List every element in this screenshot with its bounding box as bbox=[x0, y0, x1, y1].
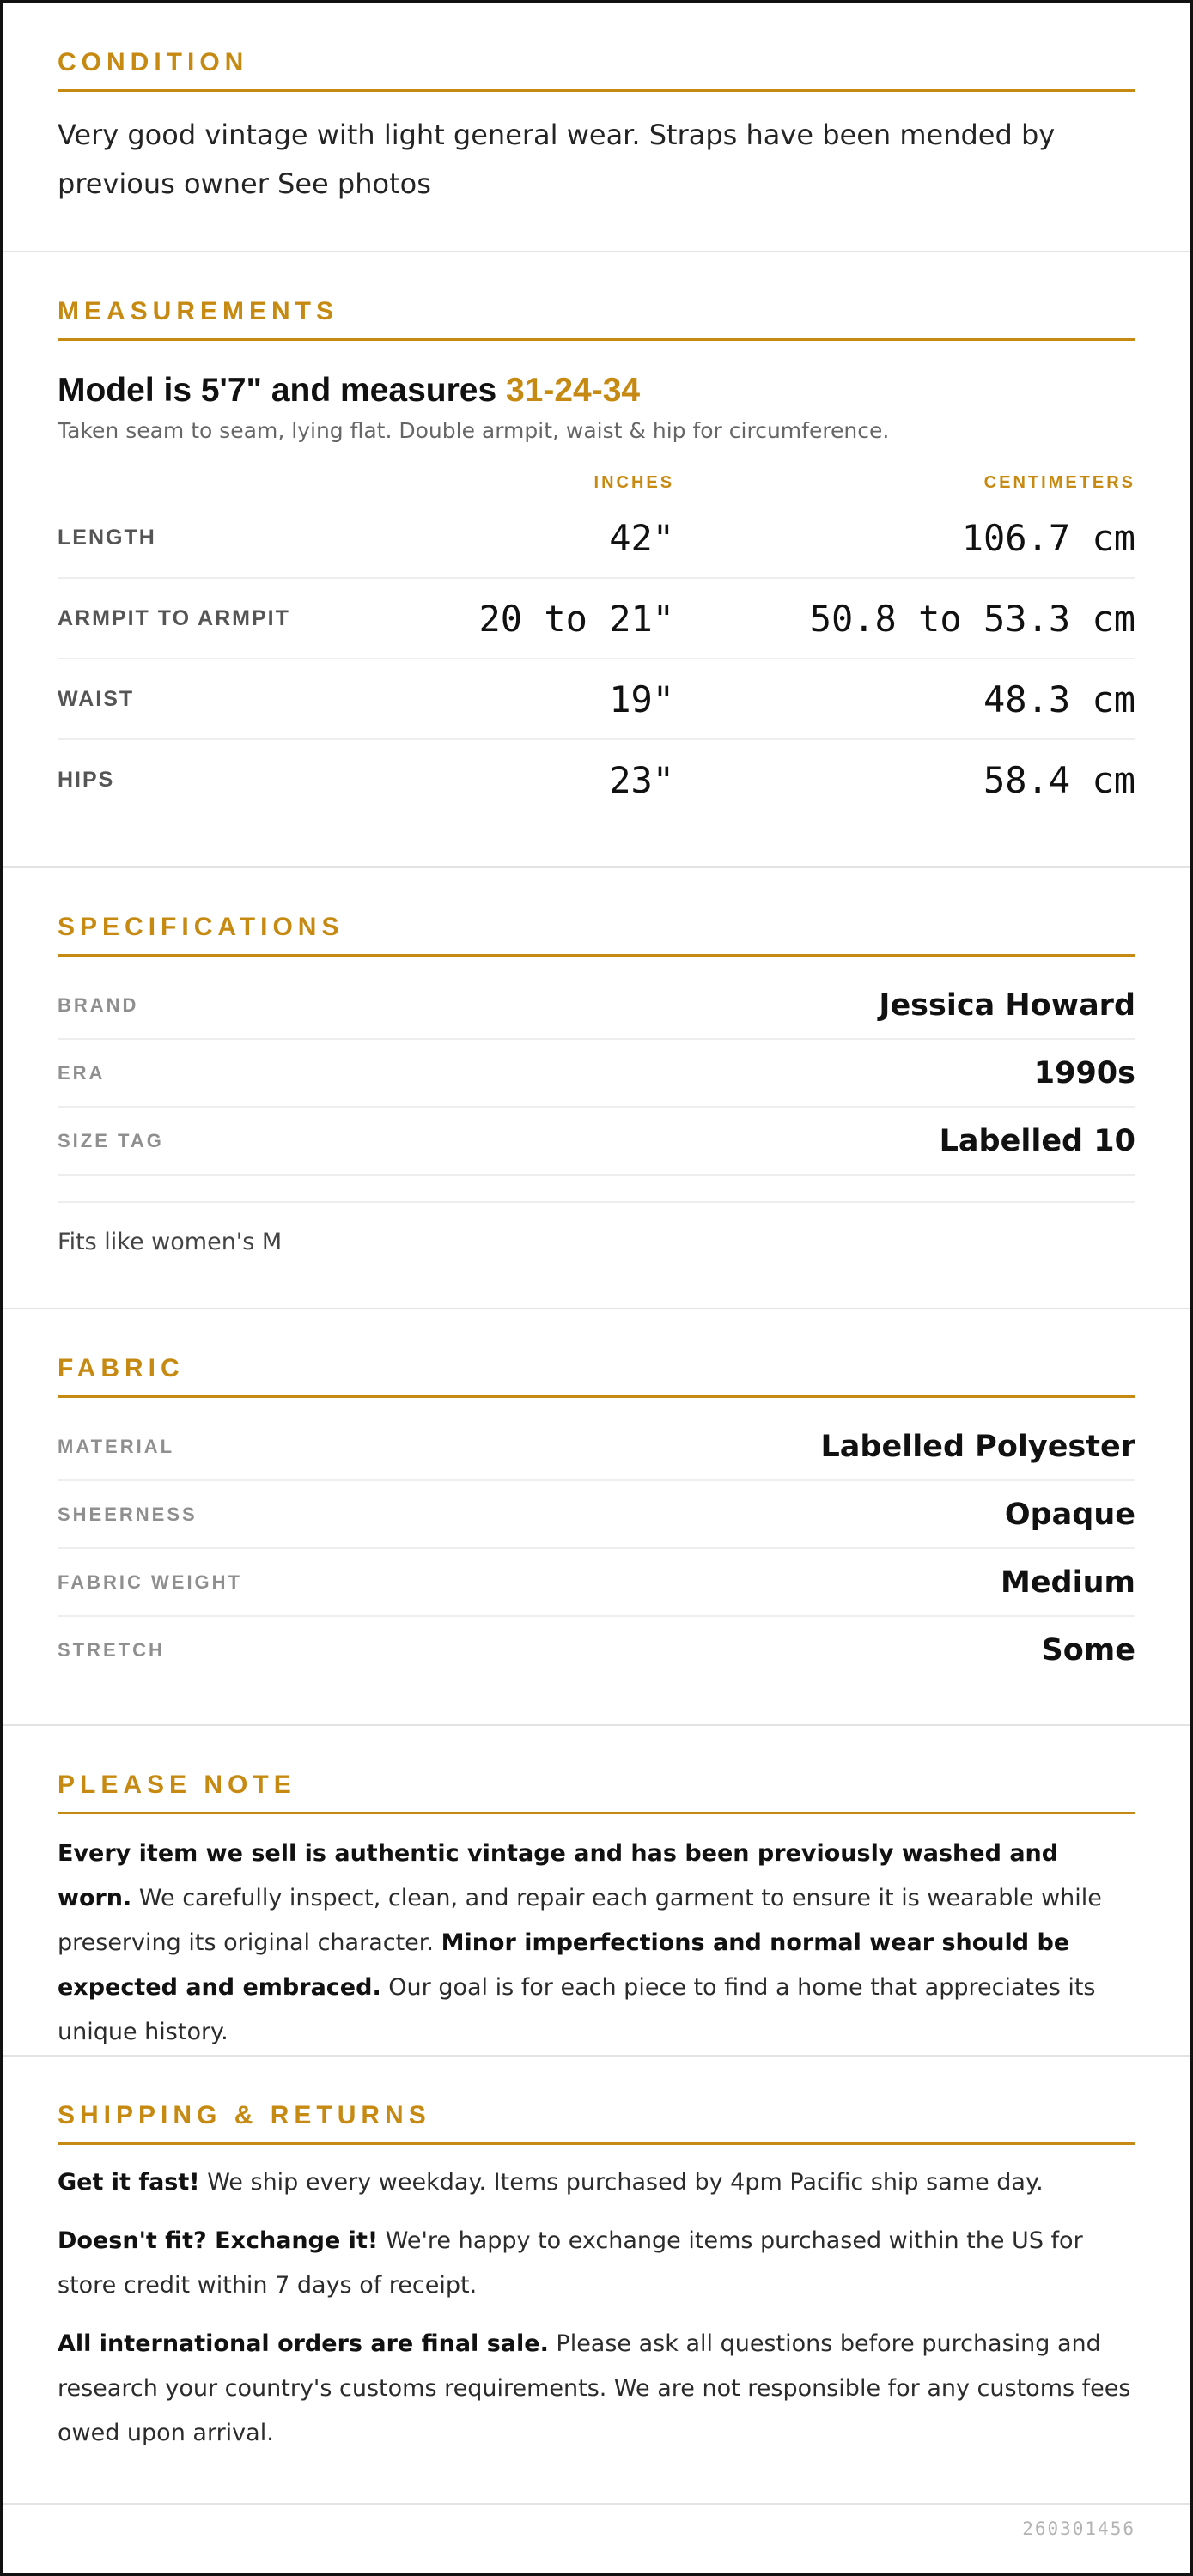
measurements-section bbox=[3, 252, 1190, 868]
measurement-note: Taken seam to seam, lying flat. Double armpit, waist & hip for circumference. bbox=[58, 418, 890, 443]
spec-row-brand bbox=[58, 972, 1135, 1040]
fabric-title: FABRIC bbox=[58, 1354, 1135, 1398]
row-label: WAIST bbox=[58, 686, 135, 711]
fabric-list bbox=[58, 1413, 1135, 1683]
fabric-value: Medium bbox=[1000, 1564, 1135, 1600]
shipping-bold-2: Doesn't fit? Exchange it! bbox=[58, 2227, 379, 2254]
spec-row-era bbox=[58, 1040, 1135, 1108]
shipping-text-1: We ship every weekday. Items purchased by 4pm Pacific ship same day. bbox=[199, 2169, 1044, 2196]
product-code: 260301456 bbox=[1022, 2518, 1135, 2539]
spec-label: SIZE TAG bbox=[58, 1129, 164, 1151]
condition-title: CONDITION bbox=[58, 48, 1135, 92]
row-inches: 42" bbox=[609, 516, 675, 559]
fit-note: Fits like women's M bbox=[58, 1229, 283, 1255]
measurements-title: MEASUREMENTS bbox=[58, 297, 1135, 341]
please-note-text bbox=[58, 1832, 1135, 2055]
model-text: Model is 5'7" and measures bbox=[58, 372, 506, 409]
fabric-value: Labelled Polyester bbox=[820, 1429, 1135, 1464]
spec-value: Jessica Howard bbox=[879, 987, 1135, 1023]
row-label: ARMPIT TO ARMPIT bbox=[58, 605, 290, 630]
condition-text: Very good vintage with light general wear. Straps have been mended by previous owner See photos bbox=[58, 118, 1056, 200]
row-label: LENGTH bbox=[58, 525, 156, 550]
row-inches: 20 to 21" bbox=[478, 597, 675, 640]
spec-label: ERA bbox=[58, 1061, 106, 1084]
specifications-section bbox=[3, 868, 1190, 1309]
fabric-section bbox=[3, 1309, 1190, 1726]
table-row bbox=[58, 659, 1135, 740]
row-cm: 50.8 to 53.3 cm bbox=[809, 597, 1135, 640]
condition-section bbox=[3, 3, 1190, 252]
shipping-text-2: We're happy to exchange items purchased within the US for store credit within 7 days of receipt. bbox=[58, 2227, 1083, 2299]
fabric-row-sheerness bbox=[58, 1481, 1135, 1549]
shipping-bold-3: All international orders are final sale. bbox=[58, 2330, 549, 2357]
spec-value: 1990s bbox=[1033, 1055, 1135, 1091]
fabric-label: MATERIAL bbox=[58, 1435, 175, 1457]
shipping-paragraph-2 bbox=[58, 2219, 1135, 2308]
row-inches: 23" bbox=[609, 758, 675, 801]
shipping-paragraph-1 bbox=[58, 2160, 1135, 2205]
model-numbers: 31-24-34 bbox=[505, 372, 641, 409]
measurements-table bbox=[58, 467, 1135, 819]
fabric-row-weight bbox=[58, 1549, 1135, 1617]
fabric-label: STRETCH bbox=[58, 1638, 165, 1661]
footer bbox=[3, 2505, 1190, 2565]
note-bold-2: Minor imperfections and normal wear should be expected and embraced. bbox=[58, 1929, 1070, 2001]
row-cm: 106.7 cm bbox=[961, 516, 1135, 559]
col-centimeters: CENTIMETERS bbox=[983, 472, 1135, 492]
table-row bbox=[58, 579, 1135, 659]
note-text-1: We carefully inspect, clean, and repair each garment to ensure it is wearable while preserving its original character. bbox=[58, 1885, 1102, 1956]
row-inches: 19" bbox=[609, 677, 675, 720]
spec-row-size-tag bbox=[58, 1108, 1135, 1176]
fabric-row-material bbox=[58, 1413, 1135, 1481]
please-note-title: PLEASE NOTE bbox=[58, 1771, 1135, 1814]
specifications-title: SPECIFICATIONS bbox=[58, 913, 1135, 957]
please-note-section bbox=[3, 1726, 1190, 2057]
fabric-value: Some bbox=[1041, 1632, 1135, 1668]
measurements-header bbox=[58, 467, 1135, 498]
shipping-title: SHIPPING & RETURNS bbox=[58, 2101, 1135, 2145]
row-cm: 48.3 cm bbox=[983, 677, 1135, 720]
shipping-paragraph-3 bbox=[58, 2322, 1135, 2456]
shipping-bold-1: Get it fast! bbox=[58, 2169, 200, 2196]
model-measurements bbox=[58, 372, 1135, 410]
note-bold-1: Every item we sell is authentic vintage and has been previously washed and worn. bbox=[58, 1840, 1059, 1911]
fabric-row-stretch bbox=[58, 1617, 1135, 1683]
fabric-label: FABRIC WEIGHT bbox=[58, 1571, 242, 1593]
spec-label: BRAND bbox=[58, 993, 139, 1016]
spec-value: Labelled 10 bbox=[939, 1123, 1135, 1158]
shipping-section bbox=[3, 2057, 1190, 2505]
row-label: HIPS bbox=[58, 767, 115, 792]
fabric-value: Opaque bbox=[1004, 1497, 1135, 1532]
fabric-label: SHEERNESS bbox=[58, 1503, 198, 1525]
row-cm: 58.4 cm bbox=[983, 758, 1135, 801]
note-text-2: Our goal is for each piece to find a home that appreciates its unique history. bbox=[58, 1974, 1096, 2045]
shipping-text-3: Please ask all questions before purchasing and research your country's customs requirements. We are not responsible for any customs fees owed upon arrival. bbox=[58, 2330, 1131, 2446]
table-row bbox=[58, 740, 1135, 819]
col-inches: INCHES bbox=[593, 472, 675, 492]
table-row bbox=[58, 498, 1135, 579]
specifications-list bbox=[58, 972, 1135, 1255]
